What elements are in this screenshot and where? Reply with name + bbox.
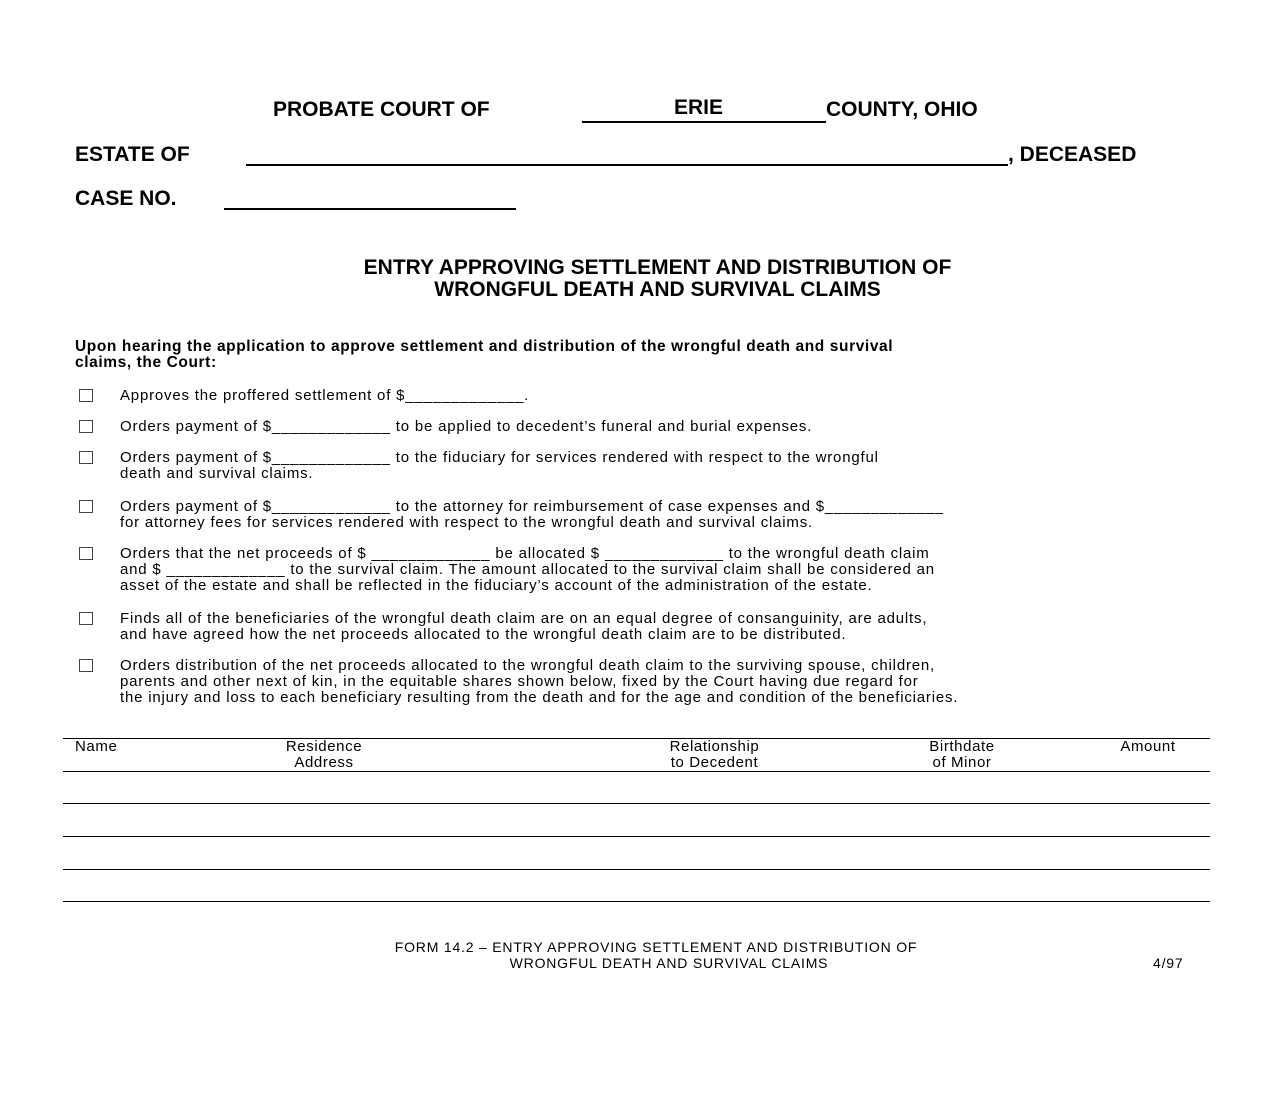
table-header-rule [63,771,1210,772]
form-footer-line1: FORM 14.2 – ENTRY APPROVING SETTLEMENT AND DISTRIBUTION OF [394,939,918,955]
fiduciary-payment-checkbox[interactable] [79,451,93,464]
document-title-line2: WRONGFUL DEATH AND SURVIVAL CLAIMS [434,278,881,301]
col-header-birthdate: Birthdate of Minor [929,738,995,771]
item-text: and $ _____________ to the survival claim. The amount allocated to the survival claim shall be considered an [120,561,935,578]
funeral-expenses-checkbox[interactable] [79,420,93,433]
table-row[interactable] [63,803,1210,804]
table-row[interactable] [63,901,1210,902]
item-text: death and survival claims. [120,465,314,482]
table-row[interactable] [63,869,1210,870]
intro-text [75,339,1195,371]
deceased-label: , DECEASED [1008,143,1137,166]
estate-name-field[interactable] [246,164,1008,166]
intro-line: claims, the Court: [75,354,217,371]
distribution-checkbox[interactable] [79,659,93,672]
item-text: Orders that the net proceeds of $ _____________ be allocated $ _____________ to the wrongful death claim [120,545,930,562]
table-row[interactable] [63,836,1210,837]
col-header-residence: Residence Address [285,738,363,771]
intro-line: Upon hearing the application to approve settlement and distribution of the wrongful death and survival [75,338,894,355]
item-text: Approves the proffered settlement of $_____________. [120,387,530,404]
case-number-field[interactable] [224,208,516,210]
form-footer-line2: WRONGFUL DEATH AND SURVIVAL CLAIMS [509,955,829,971]
county-field-line[interactable] [582,121,826,123]
approve-settlement-checkbox[interactable] [79,389,93,402]
item-text: Orders payment of $_____________ to the fiduciary for services rendered with respect to the wrongful [120,449,879,466]
document-title-line1: ENTRY APPROVING SETTLEMENT AND DISTRIBUTION OF [363,256,952,279]
case-label: CASE NO. [75,187,177,210]
item-text: asset of the estate and shall be reflected in the fiduciary’s account of the administration of the estate. [120,577,873,594]
item-text: Orders distribution of the net proceeds allocated to the wrongful death claim to the surviving spouse, children, [120,657,936,674]
col-header-amount: Amount [1120,738,1176,755]
beneficiaries-agreed-checkbox[interactable] [79,612,93,625]
item-text: Orders payment of $_____________ to be applied to decedent’s funeral and burial expenses. [120,418,813,435]
item-text: for attorney fees for services rendered with respect to the wrongful death and survival claims. [120,514,813,531]
estate-label: ESTATE OF [75,143,190,166]
item-text: parents and other next of kin, in the equitable shares shown below, fixed by the Court having due regard for [120,673,919,690]
form-revision: 4/97 [1153,955,1184,971]
county-value[interactable]: ERIE [674,96,724,119]
court-suffix: COUNTY, OHIO [826,98,978,121]
item-text: Finds all of the beneficiaries of the wrongful death claim are on an equal degree of consanguinity, are adults, [120,610,928,627]
col-header-relationship: Relationship to Decedent [669,738,760,771]
court-prefix: PROBATE COURT OF [273,98,490,121]
table-top-rule [63,738,1210,739]
item-text: the injury and loss to each beneficiary resulting from the death and for the age and condition of the beneficiaries. [120,689,959,706]
net-proceeds-checkbox[interactable] [79,547,93,560]
attorney-payment-checkbox[interactable] [79,500,93,513]
item-text: Orders payment of $_____________ to the attorney for reimbursement of case expenses and $_____________ [120,498,944,515]
item-text: and have agreed how the net proceeds allocated to the wrongful death claim are to be distributed. [120,626,847,643]
col-header-name: Name [75,738,118,755]
